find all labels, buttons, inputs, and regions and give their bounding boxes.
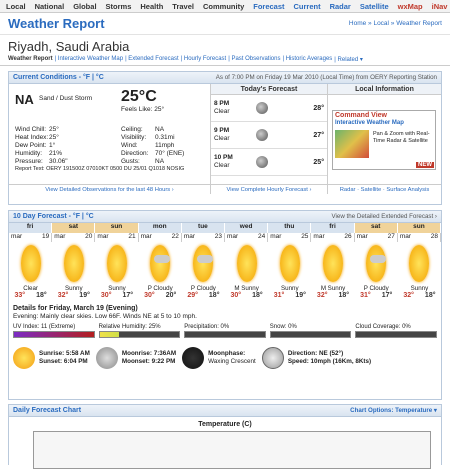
- nav-satellite[interactable]: Satellite: [359, 1, 389, 11]
- day-date: [182, 233, 225, 242]
- command-view-ad[interactable]: [332, 110, 436, 170]
- day-number: 26: [344, 233, 352, 240]
- nav-local[interactable]: Local: [6, 1, 26, 11]
- condition-label: Dew Point:: [15, 142, 47, 149]
- meter-2: [184, 324, 266, 338]
- condition-row: [15, 134, 68, 142]
- sublink-6[interactable]: | Related ▾: [334, 57, 363, 63]
- day-name[interactable]: sun: [95, 223, 138, 233]
- condition-value: 0.31mi: [155, 134, 175, 141]
- hour-time: 9 PM Clear: [214, 127, 248, 143]
- hour-temp: 25°: [313, 158, 324, 166]
- todays-forecast: [211, 84, 328, 184]
- condition-label: Pressure:: [15, 158, 43, 165]
- day-forecast[interactable]: [182, 242, 225, 292]
- day-low: 19°: [295, 292, 306, 299]
- day-name[interactable]: sat: [355, 223, 398, 233]
- nav-health[interactable]: Health: [140, 1, 164, 11]
- partly-cloudy-icon: [366, 245, 386, 282]
- moonphase-label: Moonphase:: [208, 350, 246, 357]
- chart-plot-area: [33, 431, 431, 469]
- day-high: 31°: [360, 292, 371, 299]
- condition-label: Heat Index:: [15, 134, 49, 141]
- detailed-observations-link[interactable]: View Detailed Observations for the last 48 Hours ›: [9, 185, 211, 194]
- chart-title: Temperature (C): [198, 421, 252, 428]
- meter-track: [99, 331, 181, 338]
- day-low: 18°: [424, 292, 436, 299]
- condition-value: 1°: [49, 142, 56, 149]
- page-title: Weather Report: [8, 16, 105, 31]
- day-date: [9, 233, 52, 242]
- hour-temp: 28°: [313, 104, 324, 112]
- daily-chart-panel: [8, 404, 442, 465]
- top-nav: [0, 0, 450, 13]
- chart-options-dropdown[interactable]: Chart Options: Temperature ▾: [350, 407, 437, 414]
- day-month: mar: [270, 233, 282, 240]
- day-date: [95, 233, 138, 242]
- day-name[interactable]: thu: [268, 223, 311, 233]
- condition-label: Gusts:: [121, 158, 140, 165]
- day-date: [139, 233, 182, 242]
- condition-row: [15, 142, 68, 150]
- meter-3: [270, 324, 352, 338]
- details-title: Details for Friday, March 19 (Evening): [13, 305, 138, 312]
- report-text: Report Text: OERY 191500Z 07010KT 0500 DU 25/01 Q1018 NOSIG: [15, 166, 185, 172]
- meter-1: [99, 324, 181, 338]
- astro-row: [9, 339, 441, 377]
- hourly-row: [211, 95, 327, 122]
- meter-track: [355, 331, 437, 338]
- nav-national[interactable]: National: [34, 1, 65, 11]
- day-forecast[interactable]: [139, 242, 182, 292]
- day-month: mar: [227, 233, 239, 240]
- sun-icon: [323, 245, 343, 282]
- day-month: mar: [313, 233, 325, 240]
- day-condition: Sunny: [65, 285, 83, 292]
- condition-value: 25°: [49, 134, 59, 141]
- day-condition: M Sunny: [234, 285, 259, 292]
- day-forecast[interactable]: [52, 242, 95, 292]
- day-number: 20: [85, 233, 93, 240]
- day-temps: [311, 292, 354, 302]
- extended-forecast-link[interactable]: View the Detailed Extended Forecast ›: [331, 213, 437, 220]
- nav-radar[interactable]: Radar: [329, 1, 351, 11]
- day-low: 19°: [79, 292, 90, 299]
- local-information: [328, 84, 441, 184]
- day-forecast[interactable]: [95, 242, 138, 292]
- local-info-title: Local Information: [328, 84, 441, 95]
- radar-links[interactable]: Radar · Satellite · Surface Analysis: [339, 186, 430, 193]
- day-condition: Sunny: [108, 285, 126, 292]
- conditions-right: [121, 126, 184, 166]
- condition-label: Ceiling:: [121, 126, 143, 133]
- nav-global[interactable]: Global: [73, 1, 97, 11]
- meter-0: [13, 324, 95, 338]
- condition-row: [15, 150, 68, 158]
- current-conditions-title[interactable]: Current Conditions - °F | °C: [13, 74, 104, 81]
- ad-subtitle: Interactive Weather Map: [335, 120, 404, 126]
- day-date: [225, 233, 268, 242]
- sun-icon: [21, 245, 41, 282]
- wind-direction: Direction: NE (52°): [287, 350, 344, 357]
- day-forecast[interactable]: [268, 242, 311, 292]
- day-high: 32°: [316, 292, 328, 299]
- day-low: 18°: [208, 292, 220, 299]
- moonset: Moonset: 9:22 PM: [121, 358, 176, 365]
- condition-label: Wind Chill:: [15, 126, 47, 133]
- nav-travel[interactable]: Travel: [172, 1, 194, 11]
- sublink-5[interactable]: | Historic Averages: [282, 56, 333, 62]
- ten-day-header: [9, 211, 441, 223]
- day-temps: [95, 292, 138, 302]
- day-number: 24: [257, 233, 266, 240]
- day-high: 32°: [403, 292, 414, 299]
- day-month: mar: [54, 233, 66, 240]
- day-forecast[interactable]: [398, 242, 441, 292]
- condition-row: [121, 134, 184, 142]
- sublink-0[interactable]: Weather Report: [8, 56, 53, 62]
- meter-track: [184, 331, 266, 338]
- compass-icon: [262, 347, 284, 369]
- day-forecast[interactable]: [311, 242, 354, 292]
- forecast-details: [9, 302, 441, 324]
- sublink-4[interactable]: | Past Observations: [228, 56, 281, 62]
- hourly-forecast-link[interactable]: View Complete Hourly Forecast ›: [211, 185, 328, 194]
- day-name[interactable]: fri: [311, 223, 354, 233]
- day-date: [355, 233, 398, 242]
- day-low: 17°: [381, 292, 393, 299]
- moon-icon: [96, 347, 118, 369]
- moon-icon: [256, 102, 268, 114]
- condition-row: [121, 158, 184, 166]
- moon-phase: [182, 343, 256, 373]
- condition-label: Wind:: [121, 142, 138, 149]
- hour-condition: Clear: [214, 135, 230, 142]
- ten-day-title[interactable]: 10 Day Forecast - °F | °C: [13, 213, 94, 220]
- day-temps: [52, 292, 95, 302]
- day-condition: P Cloudy: [190, 285, 216, 292]
- day-date: [52, 233, 95, 242]
- ad-title: Command View: [335, 112, 387, 119]
- day-condition: P Cloudy: [363, 285, 389, 292]
- day-temps: [182, 292, 225, 302]
- day-forecast[interactable]: [9, 242, 52, 292]
- hourly-row: [211, 122, 327, 149]
- day-condition: Sunny: [410, 285, 429, 292]
- day-date: [311, 233, 354, 242]
- day-number: 27: [387, 233, 395, 240]
- day-number: 23: [214, 233, 223, 240]
- day-number: 28: [430, 233, 439, 240]
- meter-4: [355, 324, 437, 338]
- day-temps: [268, 292, 311, 302]
- sublink-2[interactable]: | Extended Forecast: [125, 56, 179, 62]
- partly-cloudy-icon: [150, 245, 170, 282]
- day-condition: P Cloudy: [147, 285, 173, 292]
- condition-value: 70° (ENE): [155, 150, 185, 157]
- day-forecast[interactable]: [225, 242, 268, 292]
- day-name[interactable]: sat: [52, 223, 95, 233]
- nav-community[interactable]: Community: [202, 1, 245, 11]
- nav-current[interactable]: Current: [293, 1, 321, 11]
- meter-label: Relative Humidity: 25%: [98, 324, 161, 330]
- condition-label: Visibility:: [121, 134, 147, 141]
- day-month: mar: [183, 233, 196, 240]
- day-month: mar: [399, 233, 412, 240]
- feels-like: Feels Like: 25°: [121, 106, 165, 113]
- sun-icon: [64, 245, 84, 282]
- day-high: 32°: [57, 292, 69, 299]
- meter-label: Cloud Coverage: 0%: [355, 324, 411, 330]
- day-low: 18°: [252, 292, 263, 299]
- day-high: 31°: [273, 292, 285, 299]
- day-name[interactable]: sun: [398, 223, 441, 233]
- condition-label: Humidity:: [15, 150, 43, 157]
- day-high: 30°: [100, 292, 112, 299]
- sun-icon: [409, 245, 429, 282]
- sunrise: Sunrise: 5:58 AM: [39, 350, 90, 357]
- day-temps: [9, 292, 52, 302]
- day-low: 18°: [36, 292, 47, 299]
- hour-condition: Clear: [214, 108, 230, 115]
- nav-forecast[interactable]: Forecast: [253, 1, 285, 11]
- conditions-left: [15, 126, 68, 166]
- city-title: Riyadh, Saudi Arabia: [8, 39, 130, 54]
- day-month: mar: [356, 233, 368, 240]
- meter-track: [270, 331, 352, 338]
- hour-time: 10 PM Clear: [214, 154, 248, 170]
- day-date: [398, 233, 441, 242]
- day-condition: M Sunny: [320, 285, 346, 292]
- meter-fill: [100, 332, 120, 337]
- day-high: 29°: [187, 292, 198, 299]
- sublink-3[interactable]: | Hourly Forecast: [180, 56, 227, 62]
- day-high: 30°: [144, 292, 155, 299]
- condition-row: [121, 126, 184, 134]
- day-temps: [225, 292, 268, 302]
- chart-header: [9, 405, 441, 417]
- condition-value: 21%: [49, 150, 63, 157]
- moon-times: [96, 343, 176, 373]
- current-temp: 25°C: [121, 88, 157, 105]
- meter-label: Precipitation: 0%: [184, 324, 230, 330]
- day-temps: [398, 292, 441, 302]
- sun-icon: [280, 245, 300, 282]
- current-details: [9, 84, 211, 184]
- hour-temp: 27°: [313, 131, 324, 139]
- day-high: 33°: [14, 292, 26, 299]
- hourly-row: [211, 149, 327, 176]
- current-conditions-header: [9, 72, 441, 84]
- sun-icon: [13, 347, 35, 369]
- condition-row: [121, 150, 184, 158]
- moonrise: Moonrise: 7:36AM: [121, 350, 177, 357]
- day-number: 22: [171, 233, 179, 240]
- day-condition: Sunny: [281, 285, 299, 292]
- day-name[interactable]: tue: [182, 223, 225, 233]
- meter-track: [13, 331, 95, 338]
- sun-times: [13, 343, 90, 373]
- condition-value: 25°: [49, 126, 59, 133]
- moon-icon: [256, 156, 268, 168]
- day-low: 17°: [122, 292, 134, 299]
- moonphase-value: Waxing Crescent: [208, 358, 256, 365]
- sunset: Sunset: 6:04 PM: [39, 358, 88, 365]
- breadcrumb[interactable]: Home » Local » Weather Report: [348, 20, 442, 27]
- condition-value: NA: [155, 126, 165, 133]
- header: [0, 13, 450, 35]
- partly-cloudy-icon: [193, 245, 213, 282]
- condition-row: [15, 158, 68, 166]
- condition-icon-na: NA: [15, 92, 34, 107]
- sun-icon: [237, 245, 257, 282]
- details-text: Evening: Mainly clear skies. Low 66F. Winds NE at 5 to 10 mph.: [13, 313, 197, 320]
- day-condition: Clear: [23, 285, 38, 292]
- nav-inav[interactable]: iNav: [431, 1, 448, 11]
- current-conditions-panel: [8, 71, 442, 205]
- ad-text: Pan & Zoom with Real-Time Radar & Satellite: [373, 131, 430, 144]
- nav-wxmap[interactable]: wxMap: [397, 1, 423, 11]
- day-high: 30°: [230, 292, 242, 299]
- sun-icon: [107, 245, 127, 282]
- hour-condition: Clear: [214, 162, 230, 169]
- todays-forecast-title: Today's Forecast: [211, 84, 327, 95]
- condition-value: 11mph: [155, 142, 175, 149]
- day-number: 21: [128, 233, 136, 240]
- condition-text: Sand / Dust Storm: [39, 95, 93, 102]
- day-name[interactable]: mon: [139, 223, 182, 233]
- sub-links: [0, 54, 450, 66]
- chart-panel-title: Daily Forecast Chart: [13, 407, 82, 414]
- day-number: 19: [41, 233, 50, 240]
- meter-label: UV Index: 11 (Extreme): [13, 324, 76, 330]
- condition-row: [15, 126, 68, 134]
- day-number: 25: [301, 233, 309, 240]
- condition-row: [121, 142, 184, 150]
- day-name[interactable]: wed: [225, 223, 268, 233]
- day-temps: [355, 292, 398, 302]
- as-of-text: As of 7:00 PM on Friday 19 Mar 2010 (Local Time) from OERY Reporting Station: [215, 74, 437, 81]
- day-low: 18°: [338, 292, 350, 299]
- day-date: [268, 233, 311, 242]
- day-forecast[interactable]: [355, 242, 398, 292]
- day-name[interactable]: fri: [9, 223, 52, 233]
- nav-storms[interactable]: Storms: [105, 1, 132, 11]
- moonphase-icon: [182, 347, 204, 369]
- condition-value: 30.06": [49, 158, 68, 165]
- meter-fill: [14, 332, 94, 337]
- hour-time: 8 PM Clear: [214, 100, 248, 116]
- meter-label: Snow: 0%: [269, 324, 297, 330]
- ten-day-forecast-panel: [8, 210, 442, 400]
- moon-icon: [256, 129, 268, 141]
- new-badge: NEW: [418, 162, 432, 168]
- condition-label: Direction:: [121, 150, 149, 157]
- wind-info: [262, 343, 371, 373]
- day-low: 20°: [165, 292, 177, 299]
- day-temps: [139, 292, 182, 302]
- condition-value: NA: [155, 158, 165, 165]
- day-month: mar: [140, 233, 152, 240]
- map-thumbnail: [335, 130, 369, 158]
- sublink-1[interactable]: | Interactive Weather Map: [54, 56, 124, 62]
- wind-speed: Speed: 10mph (16Km, 8Kts): [287, 358, 372, 365]
- day-month: mar: [97, 233, 109, 240]
- day-month: mar: [11, 233, 23, 240]
